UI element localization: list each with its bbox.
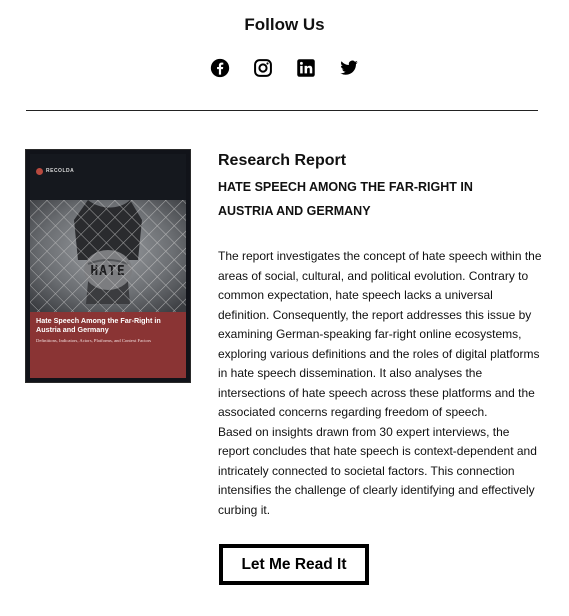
follow-us-heading: Follow Us [244, 15, 325, 34]
twitter-icon[interactable] [339, 58, 359, 78]
report-description [218, 247, 542, 520]
report-paragraph-2: Based on insights drawn from 30 expert interviews, the report concludes that hate speech is context-dependent and intricately connected to societal factors. This connection intensifies the challenge of clearly identifying and effectively curbing it. [218, 424, 537, 517]
cover-photo [30, 200, 186, 312]
report-label: Research Report [218, 152, 347, 169]
report-title: HATE SPEECH AMONG THE FAR-RIGHT IN AUSTRIA AND GERMANY [218, 180, 473, 218]
read-report-button[interactable]: Let Me Read It [219, 544, 369, 585]
report-cover-image[interactable] [26, 150, 190, 382]
instagram-icon[interactable] [253, 58, 273, 78]
section-divider [26, 110, 538, 111]
linkedin-icon[interactable] [296, 58, 316, 78]
report-paragraph-1: The report investigates the concept of hate speech within the areas of social, cultural, and political evolution. Contrary to common expectation, hate speech lacks a universal definition. Consequently, the report addresses this issue by examining German-speaking far-right online ecosystems, exploring various definitions and the roles of digital platforms in hate speech dissemination. It also analyses the intersections of hate speech across these platforms and the associated concerns regarding freedom of speech. [218, 249, 542, 419]
cover-publisher: RECOLDA [46, 168, 75, 174]
social-links [0, 58, 569, 78]
facebook-icon[interactable] [210, 58, 230, 78]
cover-title: Hate Speech Among the Far-Right in Austria and Germany [36, 316, 161, 334]
cover-subtitle: Definitions, Indicators, Actors, Platforms, and Context Factors [36, 338, 152, 343]
publisher-logo-icon [36, 168, 43, 175]
